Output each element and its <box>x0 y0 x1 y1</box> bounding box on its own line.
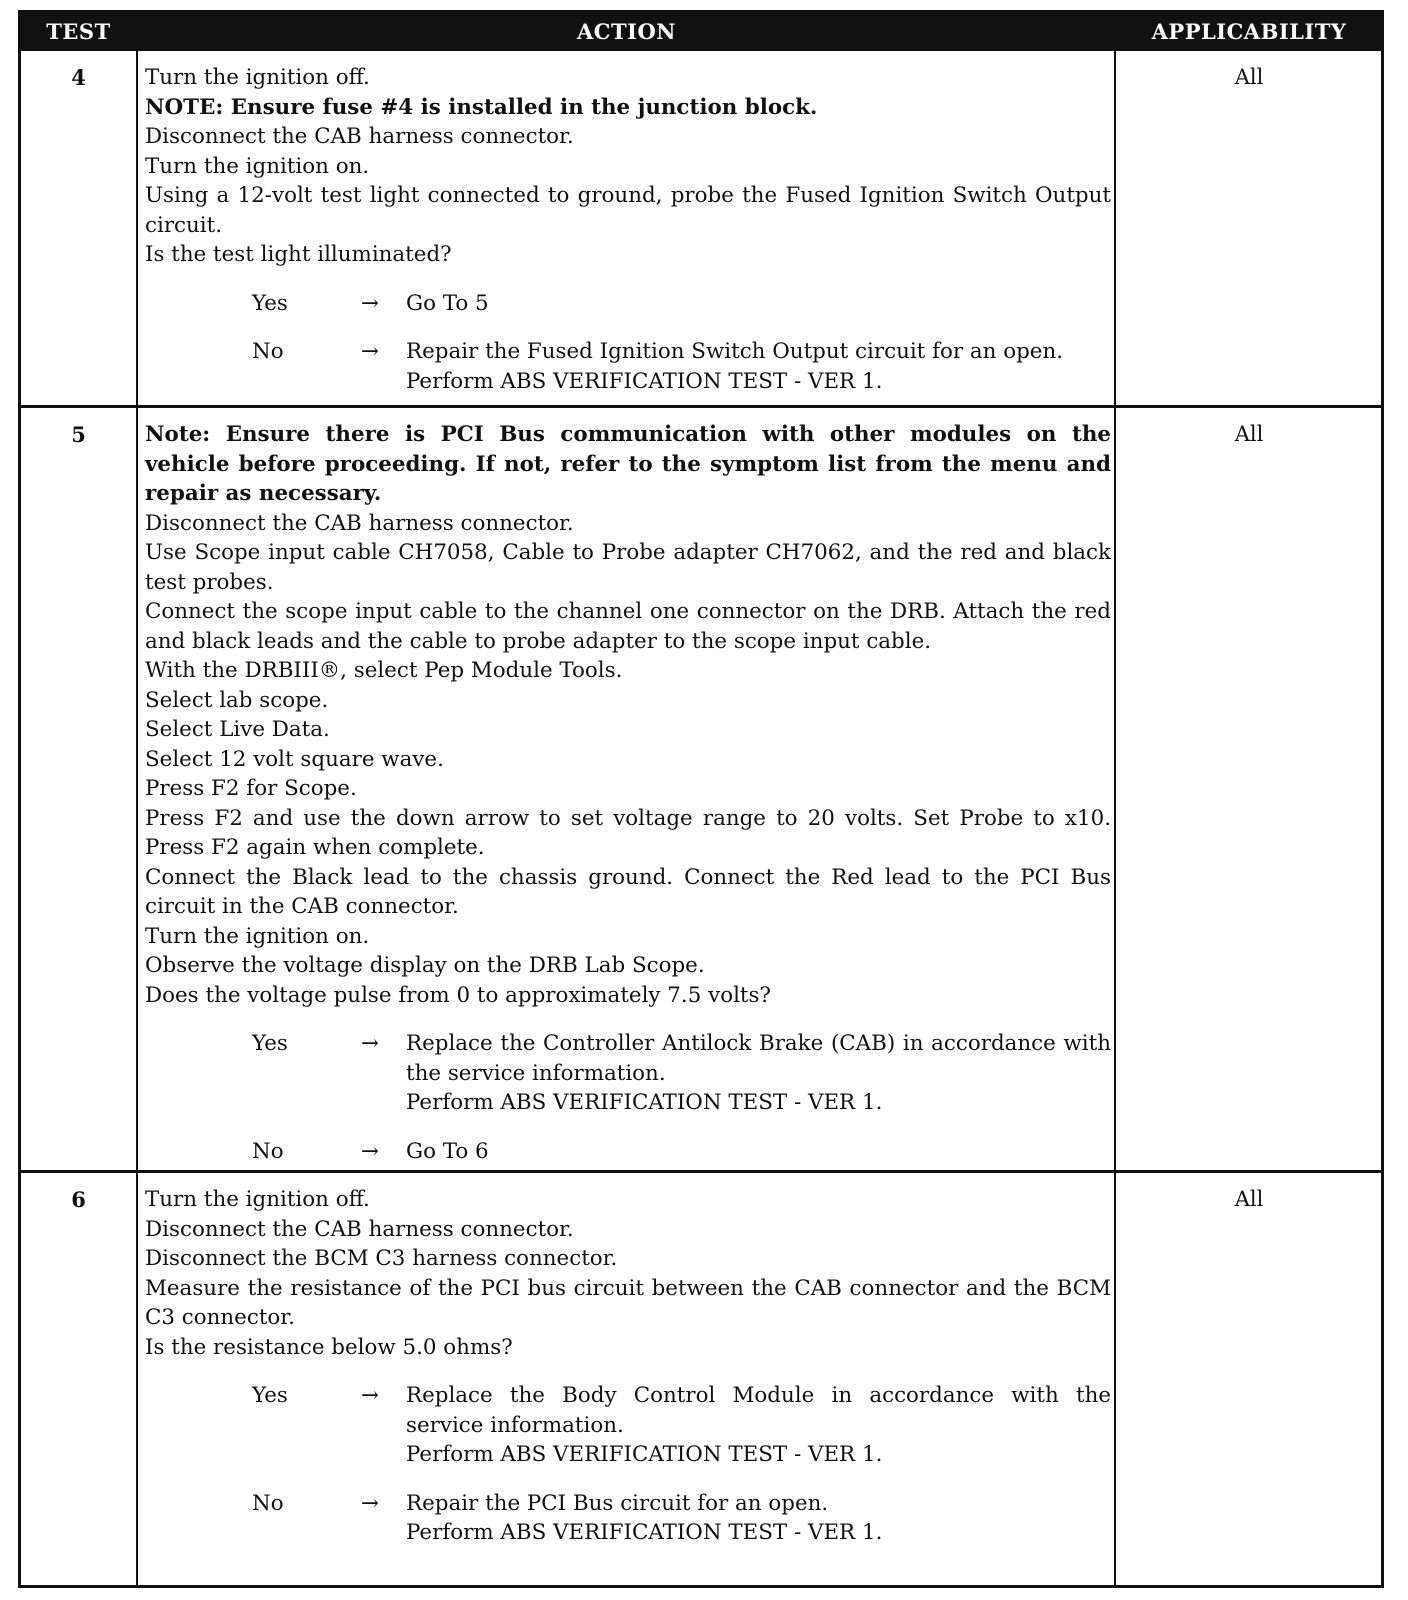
action-question: Does the voltage pulse from 0 to approximately 7.5 volts? <box>145 982 771 1008</box>
action-line: Select lab scope. <box>145 687 329 713</box>
no-option <box>145 1137 1111 1167</box>
arrow-right-icon: → <box>361 290 379 316</box>
applicability-cell: All <box>1234 65 1264 89</box>
arrow-right-icon: → <box>361 1031 379 1056</box>
yes-action: Replace the Controller Antilock Brake (CAB) in accordance with the service information. <box>406 1031 1111 1086</box>
action-question: Is the test light illuminated? <box>145 242 452 267</box>
action-cell <box>145 420 1111 1166</box>
no-option <box>145 1489 1111 1548</box>
no-action: Perform ABS VERIFICATION TEST - VER 1. <box>406 368 883 394</box>
arrow-right-icon: → <box>361 339 379 364</box>
action-line: Use Scope input cable CH7058, Cable to Probe adapter CH7062, and the red and black test probes. <box>145 540 1111 595</box>
test-number: 4 <box>71 65 86 90</box>
action-line: Select 12 volt square wave. <box>145 746 444 772</box>
action-line: Turn the ignition on. <box>145 153 370 179</box>
action-line: Press F2 for Scope. <box>145 776 357 801</box>
action-line: Connect the Black lead to the chassis ground. Connect the Red lead to the PCI Bus circuit in the CAB connector. <box>145 864 1111 919</box>
header-action: ACTION <box>577 19 676 44</box>
diagnostic-table <box>18 10 1384 1588</box>
table-row-test-5 <box>21 408 1381 1173</box>
action-line: Disconnect the CAB harness connector. <box>145 510 574 536</box>
no-label: No <box>252 1490 284 1516</box>
action-line: With the DRBIII®, select Pep Module Tools. <box>145 658 623 683</box>
applicability-cell: All <box>1234 422 1264 446</box>
yes-label: Yes <box>252 1031 288 1056</box>
table-row-test-4 <box>21 51 1381 406</box>
yes-label: Yes <box>252 290 288 316</box>
action-line: Press F2 and use the down arrow to set voltage range to 20 volts. Set Probe to x10. Press F2 again when complete. <box>145 805 1111 860</box>
header-test: TEST <box>46 19 111 44</box>
result-options <box>145 1029 1111 1166</box>
action-line: Disconnect the CAB harness connector. <box>145 1216 574 1242</box>
yes-action: Replace the Body Control Module in accordance with the service information. <box>406 1383 1111 1438</box>
arrow-right-icon: → <box>361 1138 379 1164</box>
action-line: Using a 12-volt test light connected to ground, probe the Fused Ignition Switch Output circuit. <box>145 183 1111 238</box>
no-action: Repair the PCI Bus circuit for an open. <box>406 1490 829 1516</box>
action-line: Connect the scope input cable to the channel one connector on the DRB. Attach the red and black leads and the cable to probe adapter to the scope input cable. <box>145 599 1111 654</box>
action-line: Turn the ignition off. <box>145 1187 370 1212</box>
action-cell <box>145 63 1111 396</box>
table-row-test-6 <box>21 1173 1381 1585</box>
header-applicability: APPLICABILITY <box>1151 19 1347 44</box>
result-options <box>145 1381 1111 1548</box>
result-options <box>145 289 1111 397</box>
action-line: Measure the resistance of the PCI bus circuit between the CAB connector and the BCM C3 connector. <box>145 1275 1111 1330</box>
no-label: No <box>252 339 284 364</box>
action-line: Disconnect the CAB harness connector. <box>145 124 574 149</box>
action-line: Observe the voltage display on the DRB Lab Scope. <box>145 953 705 978</box>
yes-option <box>145 1381 1111 1470</box>
test-number: 6 <box>71 1187 86 1212</box>
yes-option <box>145 1029 1111 1118</box>
yes-label: Yes <box>252 1383 288 1408</box>
yes-action: Perform ABS VERIFICATION TEST - VER 1. <box>406 1090 883 1115</box>
applicability-cell: All <box>1234 1187 1264 1211</box>
action-cell <box>145 1185 1111 1548</box>
action-line: Disconnect the BCM C3 harness connector. <box>145 1246 618 1271</box>
yes-action: Go To 5 <box>406 290 489 316</box>
yes-action: Perform ABS VERIFICATION TEST - VER 1. <box>406 1442 883 1467</box>
action-line: Turn the ignition off. <box>145 65 370 90</box>
table-header <box>21 13 1381 51</box>
no-action: Go To 6 <box>406 1138 489 1164</box>
no-label: No <box>252 1138 284 1164</box>
arrow-right-icon: → <box>361 1383 379 1408</box>
action-question: Is the resistance below 5.0 ohms? <box>145 1334 513 1360</box>
action-note: NOTE: Ensure fuse #4 is installed in the junction block. <box>145 94 818 120</box>
arrow-right-icon: → <box>361 1490 379 1516</box>
test-number: 5 <box>71 422 86 447</box>
no-action: Repair the Fused Ignition Switch Output circuit for an open. <box>406 339 1064 364</box>
action-line: Turn the ignition on. <box>145 923 370 949</box>
no-action: Perform ABS VERIFICATION TEST - VER 1. <box>406 1520 883 1545</box>
yes-option <box>145 289 1111 319</box>
no-option <box>145 337 1111 396</box>
action-note: Note: Ensure there is PCI Bus communication with other modules on the vehicle before proceeding. If not, refer to the symptom list from the menu and repair as necessary. <box>145 422 1111 506</box>
action-line: Select Live Data. <box>145 717 330 742</box>
